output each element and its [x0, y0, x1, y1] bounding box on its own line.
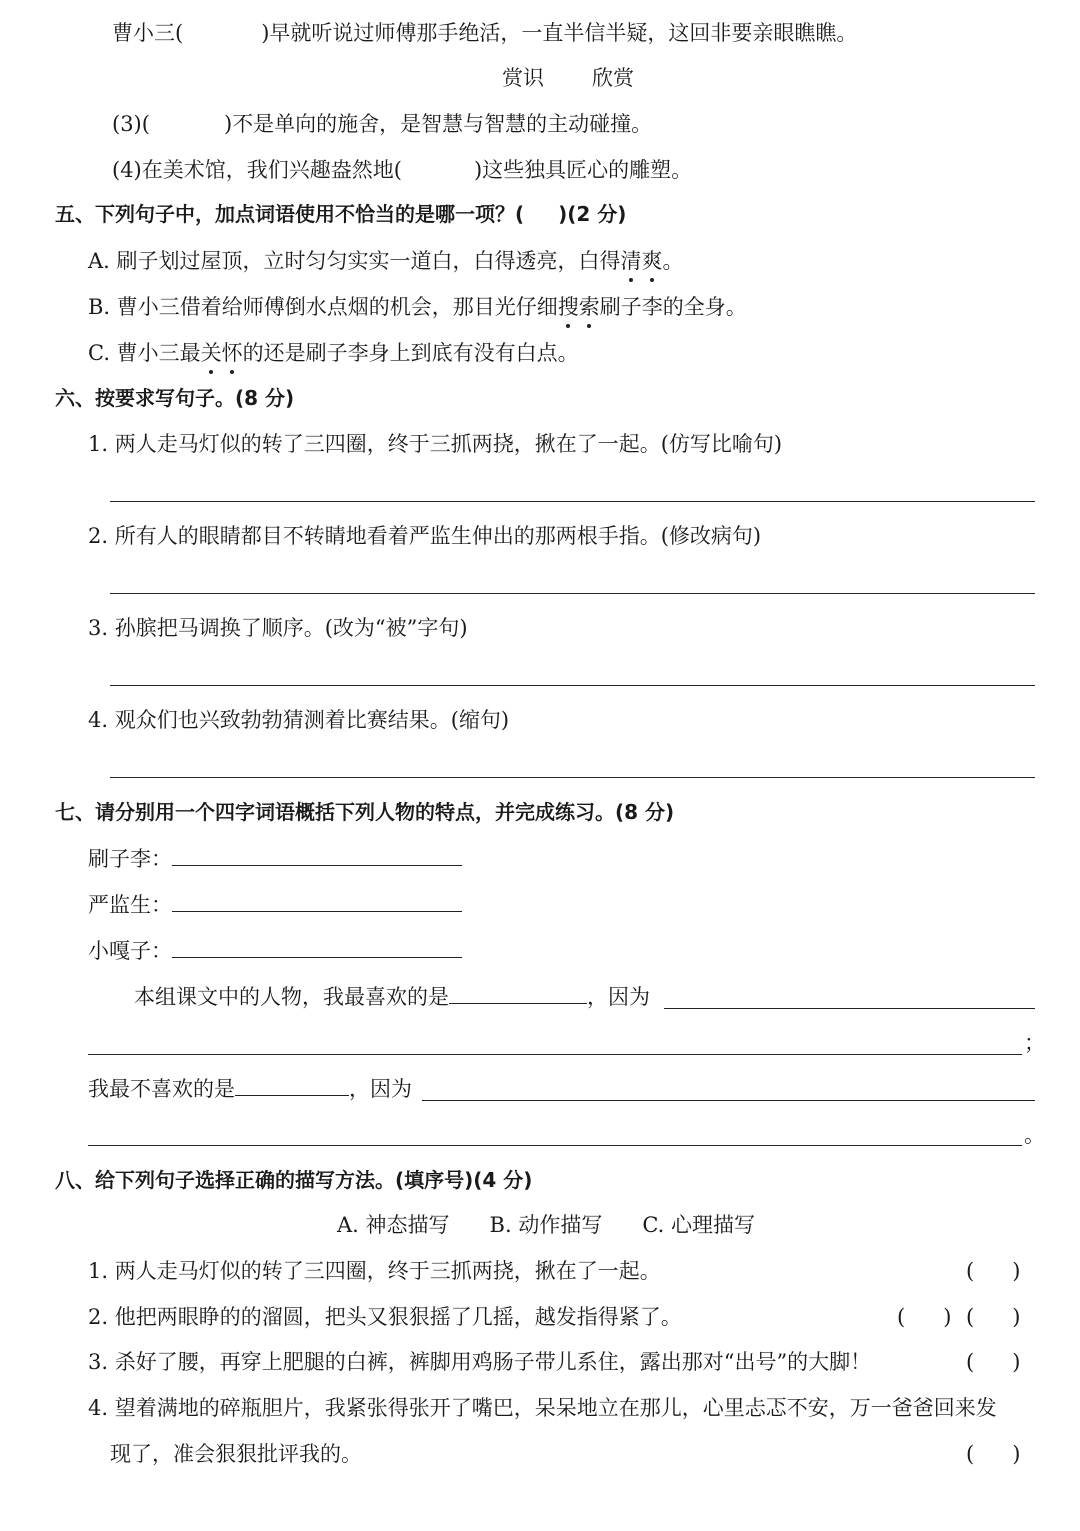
q8-answer-3[interactable] [966, 1347, 1020, 1377]
like-reason-line-1[interactable] [664, 1008, 1035, 1009]
q8-item-2: 2. 他把两眼睁的的溜圆，把头又狠狠摇了几摇，越发指得紧了。 [88, 1305, 682, 1329]
person-trait-blank[interactable] [172, 843, 462, 866]
q6-answer-line-2[interactable] [110, 593, 1035, 594]
dotted-char: 搜 [558, 292, 579, 322]
dotted-char: 清 [621, 246, 642, 276]
q5-title [55, 199, 626, 229]
q8-answer-4[interactable] [966, 1439, 1020, 1469]
least-favorite-character-blank[interactable] [235, 1073, 349, 1096]
person-label: 小嘎子： [88, 939, 172, 963]
q7-person-3 [88, 935, 462, 966]
q8-answer-1[interactable] [966, 1256, 1020, 1286]
q5-option-b-before: B. 曹小三借着给师傅倒水点烟的机会，那目光仔细 [88, 295, 558, 319]
q7-dislike-because: ，因为 [349, 1077, 412, 1101]
semicolon: ； [1024, 1031, 1045, 1055]
q8-item-3: 3. 杀好了腰，再穿上肥腿的白裤，裤脚用鸡肠子带儿系住，露出那对“出号”的大脚！ [88, 1350, 872, 1374]
method-a: A. 神态描写 [337, 1213, 450, 1237]
q4-item-2 [112, 18, 857, 48]
q5-option-a-after: 。 [662, 249, 684, 273]
q5-title-a: 五、下列句子中，加点词语使用不恰当的是哪一项？( [55, 202, 525, 226]
q7-like-text: 本组课文中的人物，我最喜欢的是 [134, 985, 449, 1009]
paren-open: ( [966, 1442, 975, 1466]
q4-item-2-text-b: )早就听说过师傅那手绝活，一直半信半疑，这回非要亲眼瞧瞧。 [261, 21, 858, 45]
q8-methods [337, 1210, 755, 1240]
q4-item-4 [112, 155, 692, 185]
method-b: B. 动作描写 [489, 1213, 603, 1237]
q5-option-a [88, 246, 684, 276]
person-trait-blank[interactable] [172, 889, 462, 912]
dislike-reason-line-1[interactable] [422, 1100, 1035, 1101]
q5-option-c-after: 的还是刷子李身上到底有没有白点。 [242, 341, 579, 365]
q7-like-because: ，因为 [587, 985, 650, 1009]
q6-item-3: 3. 孙膑把马调换了顺序。(改为“被”字句) [88, 616, 468, 640]
q7-person-1 [88, 843, 462, 874]
q5-option-c-before: C. 曹小三最 [88, 341, 201, 365]
q6-title: 六、按要求写句子。(8 分) [55, 386, 295, 410]
q4-item-4-text-a: (4)在美术馆，我们兴趣盎然地( [112, 158, 402, 182]
q8-item-4: 4. 望着满地的碎瓶胆片，我紧张得张开了嘴巴，呆呆地立在那儿，心里忐忑不安，万一爸爸回来发 [88, 1396, 997, 1420]
paren-open: ( [966, 1350, 975, 1374]
q7-like-line [134, 981, 650, 1012]
q8-answer-2b[interactable] [966, 1302, 1020, 1332]
dotted-char: 爽 [642, 246, 663, 276]
q8-title: 八、给下列句子选择正确的描写方法。(填序号)(4 分) [55, 1168, 533, 1192]
q8-item-1: 1. 两人走马灯似的转了三四圈，终于三抓两挠，揪在了一起。 [88, 1259, 661, 1283]
dotted-char: 关 [201, 338, 222, 368]
q5-option-b-after: 刷子李的全身。 [599, 295, 747, 319]
q8-item-4-cont: 现了，准会狠狠批评我的。 [110, 1442, 362, 1466]
q4-item-2-text-a: 曹小三( [112, 21, 184, 45]
q7-dislike-line [88, 1073, 412, 1104]
q5-option-a-before: A. 刷子划过屋顶，立时匀匀实实一道白，白得透亮，白得 [88, 249, 621, 273]
q8-answer-2a[interactable] [897, 1302, 951, 1332]
paren-open: ( [966, 1259, 975, 1283]
word-shangshi: 赏识 [502, 66, 544, 90]
q4-word-bank [502, 63, 634, 93]
paren-close: ) [943, 1305, 952, 1329]
dislike-reason-line-2[interactable] [88, 1145, 1022, 1146]
q7-person-2 [88, 889, 462, 920]
q4-item-4-text-b: )这些独具匠心的雕塑。 [473, 158, 693, 182]
q5-title-b: )(2 分) [558, 202, 627, 226]
paren-close: ) [1012, 1442, 1021, 1466]
dotted-char: 怀 [222, 338, 243, 368]
person-label: 严监生： [88, 893, 172, 917]
q6-answer-line-4[interactable] [110, 777, 1035, 778]
q5-option-b [88, 292, 747, 322]
word-xinshang: 欣赏 [592, 66, 634, 90]
period: 。 [1024, 1123, 1045, 1147]
paren-close: ) [1012, 1305, 1021, 1329]
q6-answer-line-3[interactable] [110, 685, 1035, 686]
q4-item-3-text-a: (3)( [112, 112, 150, 136]
method-c: C. 心理描写 [642, 1213, 755, 1237]
like-reason-line-2[interactable] [88, 1054, 1022, 1055]
person-label: 刷子李： [88, 847, 172, 871]
paren-close: ) [1012, 1259, 1021, 1283]
paren-open: ( [897, 1305, 906, 1329]
paren-open: ( [966, 1305, 975, 1329]
q7-dislike-text: 我最不喜欢的是 [88, 1077, 235, 1101]
q7-title: 七、请分别用一个四字词语概括下列人物的特点，并完成练习。(8 分) [55, 800, 675, 824]
q6-item-4: 4. 观众们也兴致勃勃猜测着比赛结果。(缩句) [88, 708, 510, 732]
q6-item-1: 1. 两人走马灯似的转了三四圈，终于三抓两挠，揪在了一起。(仿写比喻句) [88, 432, 783, 456]
favorite-character-blank[interactable] [449, 981, 587, 1004]
q5-option-c [88, 338, 579, 368]
q6-answer-line-1[interactable] [110, 501, 1035, 502]
paren-close: ) [1012, 1350, 1021, 1374]
q6-item-2: 2. 所有人的眼睛都目不转睛地看着严监生伸出的那两根手指。(修改病句) [88, 524, 762, 548]
dotted-char: 索 [579, 292, 600, 322]
q4-item-3-text-b: )不是单向的施舍，是智慧与智慧的主动碰撞。 [223, 112, 653, 136]
person-trait-blank[interactable] [172, 935, 462, 958]
q4-item-3 [112, 109, 652, 139]
